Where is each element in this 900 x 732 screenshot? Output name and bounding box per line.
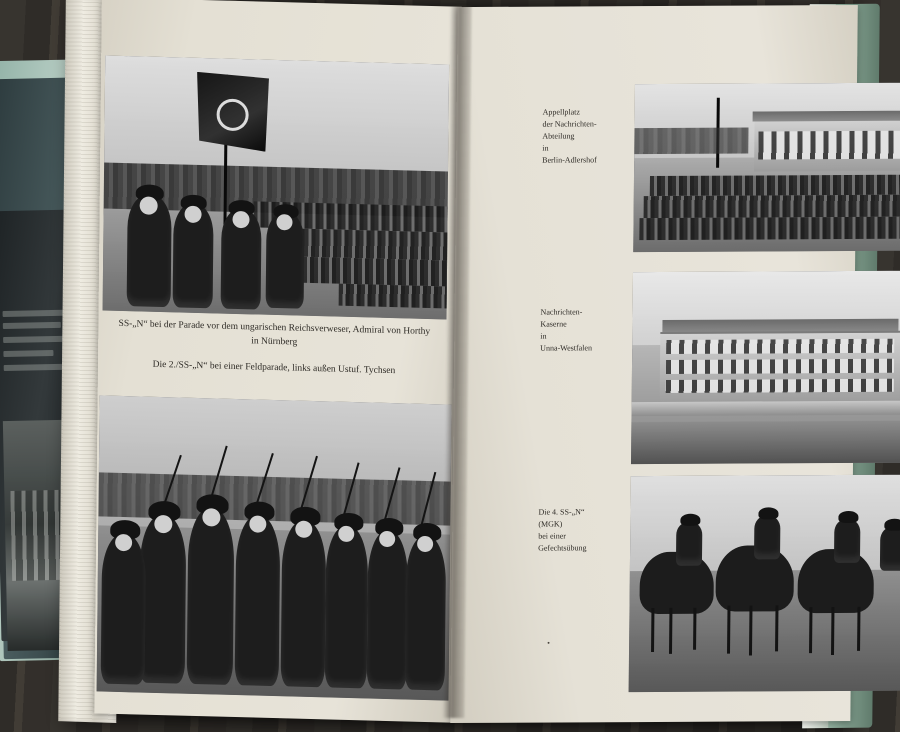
soldier-face <box>154 515 172 533</box>
caption-parade-line2: in Nürnberg <box>251 336 298 348</box>
horse-leg <box>727 606 731 654</box>
soldier-face <box>338 526 354 542</box>
caption-line: Unna-Westfalen <box>540 343 593 353</box>
kaserne-windows-row3 <box>666 379 894 393</box>
book-stack-text-line <box>3 350 53 357</box>
background-troop-rank <box>303 257 449 287</box>
caption-kaserne <box>540 306 611 354</box>
flag-emblem <box>216 98 248 131</box>
officer-face <box>115 534 132 551</box>
soldier-face <box>379 531 395 547</box>
formation-rank <box>644 195 900 218</box>
horse-leg <box>857 607 860 651</box>
photo-appellplatz-formation <box>633 83 900 252</box>
steel-helmet <box>838 511 858 523</box>
caption-line: der Nachrichten- <box>542 119 597 129</box>
right-page <box>450 5 858 723</box>
marching-soldier <box>405 535 447 690</box>
formation-rank <box>639 217 900 240</box>
officer-face <box>184 206 201 223</box>
caption-parade <box>118 318 430 354</box>
leading-officer <box>101 534 147 685</box>
caption-line: in <box>542 143 549 153</box>
marching-soldier <box>235 515 281 686</box>
hall-arcade-windows <box>758 131 900 160</box>
mounted-soldier <box>754 515 780 559</box>
mounted-soldier <box>834 519 860 563</box>
photo-field-parade-column <box>97 395 452 700</box>
horse-leg <box>749 605 753 655</box>
marching-soldier <box>325 525 369 688</box>
horse-leg <box>831 607 835 655</box>
horse-leg <box>809 607 812 653</box>
caption-feldparade-line1: Die 2./SS-„N“ bei einer Feldparade, links außen Ustuf. Tychsen <box>152 359 396 377</box>
book-stack-text-line <box>3 322 61 329</box>
perimeter-wall <box>631 401 900 416</box>
horse-leg <box>651 608 654 652</box>
officer-face <box>140 196 158 214</box>
mounted-soldier <box>880 527 900 571</box>
marching-soldier <box>139 515 187 684</box>
caption-line: Gefechtsübung <box>538 543 587 553</box>
mounted-soldier <box>676 522 702 566</box>
soldier-face <box>249 515 266 532</box>
soldier-face <box>295 521 312 538</box>
caption-parade-line1: SS-„N“ bei der Parade vor dem ungarischen Reichsverweser, Admiral von Horthy <box>118 318 431 338</box>
open-book <box>58 0 866 732</box>
formation-rank <box>650 175 900 196</box>
kaserne-windows-row2 <box>666 359 894 374</box>
soldier-face <box>417 536 433 552</box>
caption-line: Berlin-Adlershof <box>542 155 597 165</box>
officer-face <box>232 211 249 228</box>
caption-line: in <box>540 331 547 341</box>
caption-line: Die 4. SS-„N“ <box>538 507 585 517</box>
horse-leg <box>693 608 696 650</box>
photo-parade-with-standard <box>103 55 450 319</box>
photo-mgk-horse-team-exercise <box>629 475 900 692</box>
background-troop-rank <box>339 284 449 309</box>
caption-line: Abteilung <box>542 131 575 141</box>
marching-soldier <box>187 508 235 685</box>
steel-helmet <box>758 507 778 519</box>
soldier-face <box>202 508 220 526</box>
page-mark: • <box>547 638 550 648</box>
horse-leg <box>775 605 778 651</box>
steel-helmet <box>680 514 700 526</box>
foreground-road <box>631 421 900 464</box>
hall-roof <box>753 111 900 122</box>
caption-line: bei einer <box>538 531 567 541</box>
marching-soldier <box>367 530 409 689</box>
caption-feldparade <box>118 358 430 380</box>
caption-line: (MGK) <box>538 519 563 529</box>
steel-helmet <box>884 519 900 531</box>
kaserne-windows-row1 <box>666 339 894 354</box>
caption-appellplatz <box>542 106 613 166</box>
caption-line: Appellplatz <box>542 107 581 117</box>
left-page <box>94 0 461 723</box>
marching-soldier <box>281 520 327 687</box>
horse-leg <box>669 608 672 654</box>
caption-line: Kaserne <box>540 319 567 329</box>
caption-mgk <box>538 506 609 554</box>
photo-nachrichten-kaserne <box>631 271 900 464</box>
officer-face <box>276 214 292 230</box>
caption-line: Nachrichten- <box>540 307 583 317</box>
